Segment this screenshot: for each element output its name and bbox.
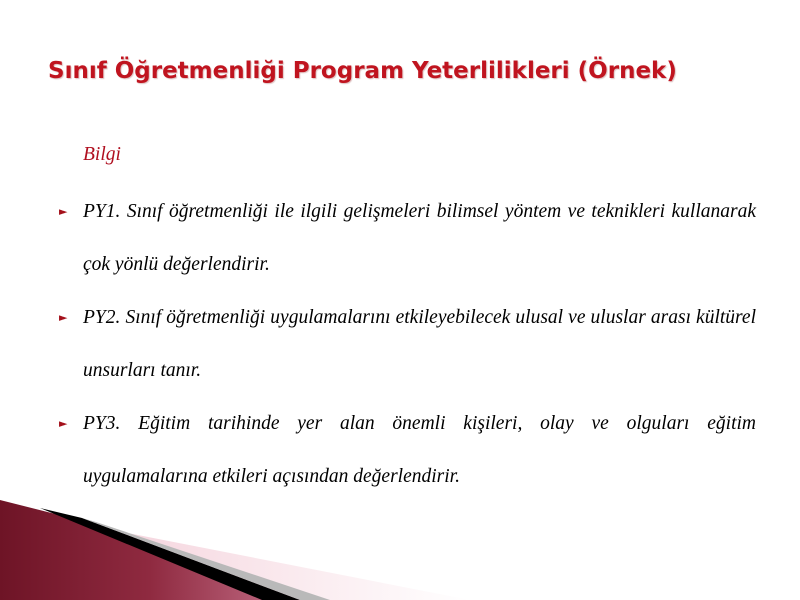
list-item-text: PY2. Sınıf öğretmenliği uygulamalarını etkileyebilecek ulusal ve uluslar arası kültürel unsurları tanır. — [83, 307, 756, 381]
list-item-text: PY3. Eğitim tarihinde yer alan önemli kişileri, olay ve olguları eğitim uygulamalarına etkileri açısından değerlendirir. — [83, 413, 756, 487]
bullet-arrow-icon: ► — [59, 205, 68, 218]
bullet-arrow-icon: ► — [59, 311, 68, 324]
list-item-text: PY1. Sınıf öğretmenliği ile ilgili gelişmeleri bilimsel yöntem ve teknikleri kullanarak çok yönlü değerlendirir. — [83, 201, 756, 275]
bullet-arrow-icon: ► — [59, 417, 68, 430]
slide-title: Sınıf Öğretmenliği Program Yeterlilikleri (Örnek) — [48, 58, 677, 84]
section-heading: Bilgi — [83, 144, 121, 165]
